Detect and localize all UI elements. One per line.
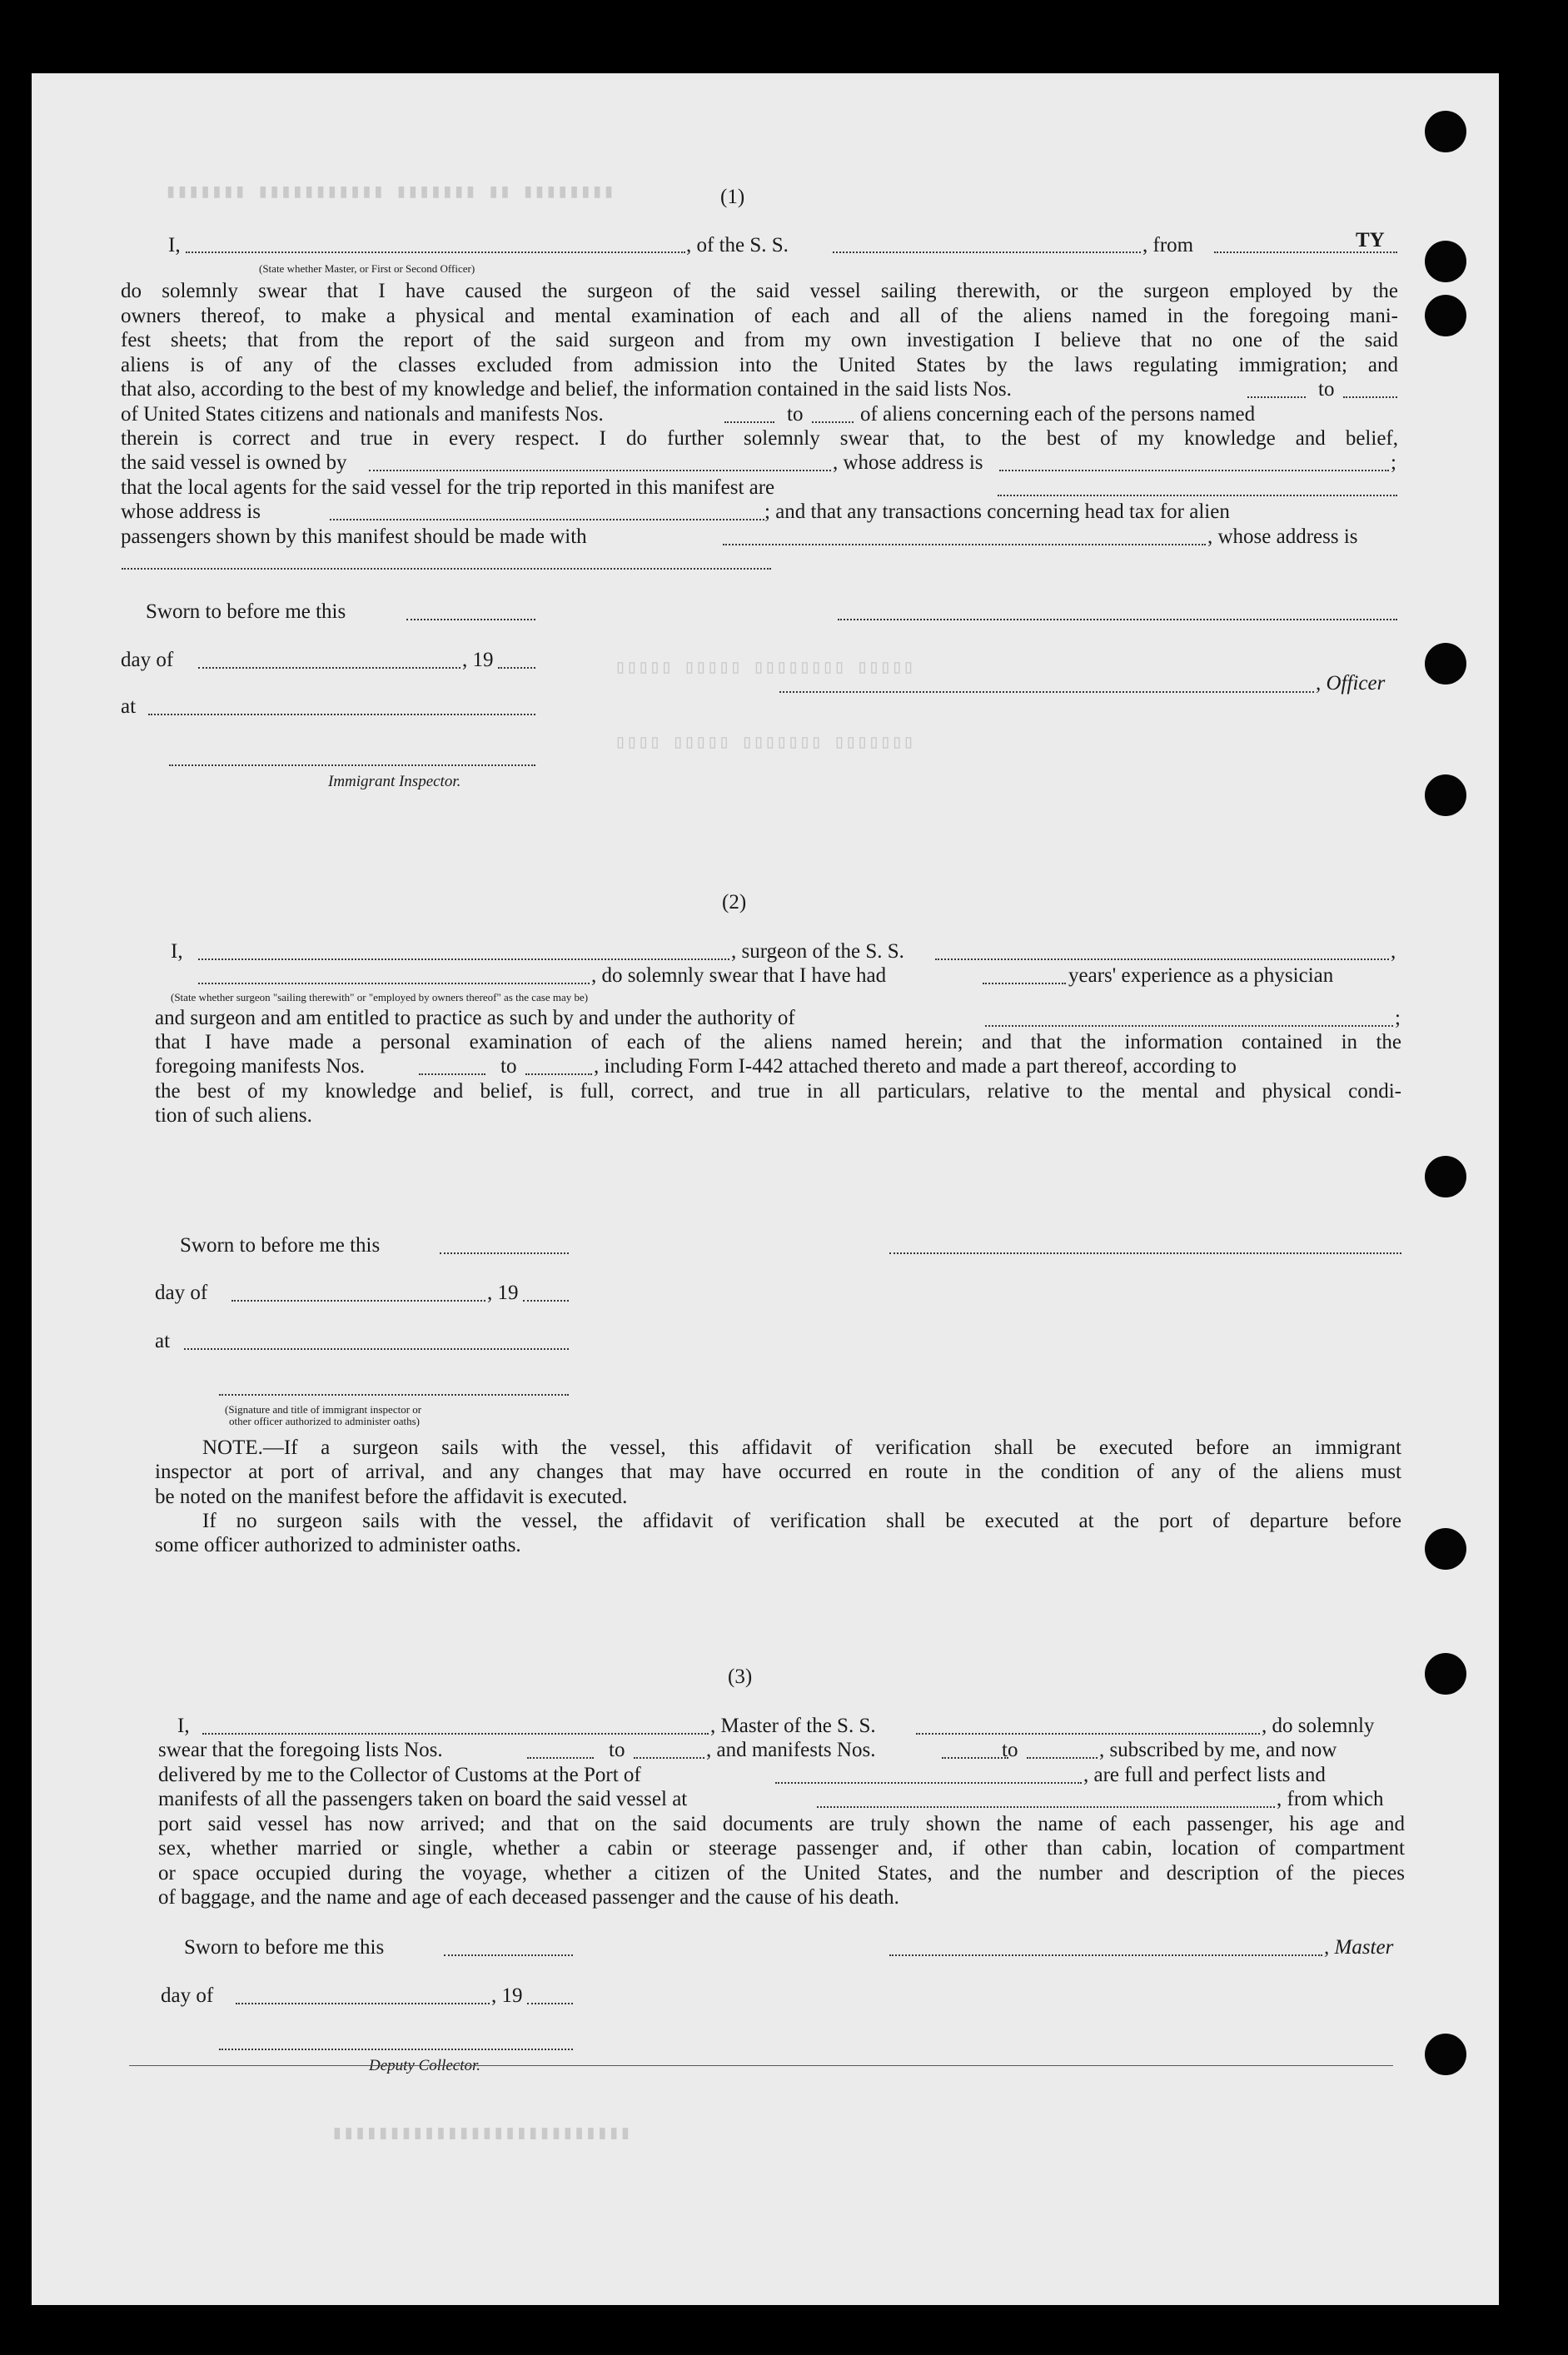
sec1-year: , 19	[462, 649, 494, 671]
punch-hole	[1425, 1653, 1466, 1695]
sec1-owner-address-field[interactable]	[999, 470, 1389, 471]
sec1-line: aliens is of any of the classes excluded from admission into the United States by the laws regulating immigration; and	[121, 354, 1398, 376]
sec1-inspector-label: Immigrant Inspector.	[328, 773, 461, 790]
sec2-note: NOTE.—If a surgeon sails with the vessel, this affidavit of verification shall be executed before an immigrant	[202, 1436, 1401, 1459]
sec1-line: therein is correct and true in every respect. I do further solemnly swear that, to the best of my knowledge and belief,	[121, 427, 1398, 450]
sec2-at-field[interactable]	[184, 1348, 569, 1350]
sec1-agents-field[interactable]	[998, 495, 1397, 496]
punch-hole	[1425, 1528, 1466, 1570]
sec3-line: manifests of all the passengers taken on board the said vessel at	[158, 1788, 688, 1810]
sec1-line: passengers shown by this manifest should be made with	[121, 525, 587, 548]
section-2-heading: (2)	[722, 891, 747, 914]
sec1-semicolon: ;	[1391, 451, 1396, 474]
sec1-name-field[interactable]	[186, 251, 685, 253]
sec3-line: , and manifests Nos.	[706, 1739, 876, 1761]
sec1-day: day of	[121, 649, 174, 671]
sec1-lists-from-field[interactable]	[1247, 396, 1306, 398]
sec2-field-note: (State whether surgeon "sailing therewith" or "employed by owners thereof" as the case may be)	[171, 991, 589, 1003]
sec1-line: , whose address is	[1207, 525, 1358, 548]
sec1-of-ss: , of the S. S.	[686, 234, 789, 256]
sec2-year: , 19	[487, 1282, 519, 1304]
sec3-to: to	[609, 1739, 625, 1761]
sec2-semicolon: ;	[1395, 1007, 1401, 1029]
sec2-inspector-signature-field[interactable]	[219, 1394, 569, 1396]
sec1-at-field[interactable]	[148, 714, 535, 715]
sec1-to: to	[787, 403, 804, 426]
sec2-sworn: Sworn to before me this	[180, 1234, 381, 1257]
section-1-heading: (1)	[720, 186, 745, 208]
sec1-manifests-from-field[interactable]	[724, 421, 774, 423]
sec1-line: , whose address is	[833, 451, 983, 474]
sec1-field-note: (State whether Master, or First or Second Officer)	[259, 262, 475, 275]
sec3-line: sex, whether married or single, whether a cabin or steerage passenger and, if other than cabin, location of compartment	[158, 1837, 1405, 1860]
sec3-line: , subscribed by me, and now	[1099, 1739, 1337, 1761]
section-3-heading: (3)	[728, 1665, 753, 1688]
sec3-master-label: , Master	[1324, 1936, 1394, 1959]
sec2-sig-note: other officer authorized to administer oaths)	[229, 1415, 420, 1427]
sec3-do-solemnly: , do solemnly	[1262, 1715, 1375, 1737]
bleed-through-text: ▯▯▯▯ ▯▯▯▯▯ ▯▯▯▯▯▯▯ ▯▯▯▯▯▯▯	[615, 732, 914, 754]
sec3-manifests-to-field[interactable]	[1027, 1757, 1098, 1759]
sec3-day: day of	[161, 1984, 214, 2007]
sec1-year-field[interactable]	[498, 667, 535, 669]
sec3-deputy-label: Deputy Collector.	[369, 2057, 481, 2074]
sec2-authority-field[interactable]	[985, 1025, 1393, 1027]
bleed-through-text: ▮▮▮▮▮▮▮▮▮▮▮▮▮▮▮▮▮▮▮▮▮▮▮▮▮▮	[331, 2123, 632, 2144]
sec2-years-field[interactable]	[983, 983, 1066, 984]
sec1-manifests-to-field[interactable]	[812, 421, 854, 423]
sec2-line: the best of my knowledge and belief, is full, correct, and true in all particulars, relative to the mental and physical condi-	[155, 1080, 1401, 1103]
sec2-sworn-field[interactable]	[440, 1252, 569, 1254]
sec2-line: tion of such aliens.	[155, 1104, 312, 1127]
sec2-years: years' experience as a physician	[1068, 964, 1334, 987]
sec2-manifests-to-field[interactable]	[525, 1073, 592, 1075]
sec1-day-field[interactable]	[198, 667, 460, 669]
sec3-manifests-from-field[interactable]	[942, 1757, 1008, 1759]
sec1-lists-to-field[interactable]	[1343, 396, 1397, 398]
punch-hole	[1425, 295, 1466, 336]
sec1-inspector-field[interactable]	[169, 764, 535, 766]
bottom-rule	[129, 2065, 1393, 2066]
sec3-line: swear that the foregoing lists Nos.	[158, 1739, 443, 1761]
sec2-year-field[interactable]	[523, 1300, 569, 1302]
sec2-signature-field[interactable]	[889, 1252, 1401, 1254]
sec1-at: at	[121, 695, 137, 718]
sec3-i: I,	[177, 1715, 190, 1737]
sec1-officer-label: , Officer	[1316, 672, 1386, 695]
sec1-officer-field[interactable]	[779, 691, 1314, 693]
sec3-lists-from-field[interactable]	[527, 1757, 594, 1759]
sec2-surgeon-of: , surgeon of the S. S.	[731, 940, 904, 963]
sec1-headtax-address-field[interactable]	[122, 568, 771, 570]
sec2-manifests-from-field[interactable]	[419, 1073, 485, 1075]
sec1-signature-field[interactable]	[838, 619, 1397, 620]
sec3-name-field[interactable]	[202, 1733, 709, 1735]
sec2-at: at	[155, 1330, 171, 1352]
sec1-line: do solemnly swear that I have caused the surgeon of the said vessel sailing therewith, or the surgeon employed by the	[121, 280, 1398, 302]
sec1-line: of United States citizens and nationals and manifests Nos.	[121, 403, 604, 426]
sec1-to: to	[1318, 378, 1335, 401]
sec3-master-of: , Master of the S. S.	[710, 1715, 876, 1737]
punch-hole	[1425, 643, 1466, 685]
sec1-line: the said vessel is owned by	[121, 451, 347, 474]
sec2-line: that I have made a personal examination of each of the aliens named herein; and that the information contained in the	[155, 1031, 1401, 1053]
sec2-day-field[interactable]	[231, 1300, 485, 1302]
sec3-lists-to-field[interactable]	[634, 1757, 704, 1759]
sec1-i: I,	[168, 234, 181, 256]
punch-hole	[1425, 2034, 1466, 2075]
sec1-sworn: Sworn to before me this	[146, 600, 346, 623]
sec1-line: that the local agents for the said vessel for the trip reported in this manifest are	[121, 476, 775, 499]
sec1-line: ; and that any transactions concerning head tax for alien	[764, 500, 1230, 523]
sec3-line: delivered by me to the Collector of Customs at the Port of	[158, 1764, 641, 1786]
bleed-through-text: ▯▯▯▯▯ ▯▯▯▯▯ ▯▯▯▯▯▯▯▯ ▯▯▯▯▯	[615, 657, 914, 679]
sec3-line: port said vessel has now arrived; and that on the said documents are truly shown the name of each passenger, his age and	[158, 1813, 1405, 1835]
sec1-owner-field[interactable]	[369, 470, 831, 471]
sec3-line: of baggage, and the name and age of each deceased passenger and the cause of his death.	[158, 1886, 899, 1909]
handwritten-mark: TY	[1356, 229, 1385, 251]
punch-hole	[1425, 111, 1466, 152]
sec3-sworn-field[interactable]	[444, 1954, 573, 1956]
sec3-line: or space occupied during the voyage, whether a citizen of the United States, and the number and description of the pieces	[158, 1862, 1405, 1884]
sec1-sworn-field[interactable]	[406, 619, 535, 620]
sec2-sig-note: (Signature and title of immigrant inspector or	[225, 1403, 422, 1416]
sec3-master-signature-field[interactable]	[889, 1954, 1322, 1956]
sec2-to: to	[500, 1055, 517, 1078]
sec3-port-field[interactable]	[775, 1782, 1082, 1784]
sec1-line: fest sheets; that from the report of the said surgeon and from my own investigation I believe that no one of the said	[121, 329, 1398, 351]
sec3-collector-signature-field[interactable]	[219, 2049, 573, 2050]
sec2-day: day of	[155, 1282, 208, 1304]
sec3-day-field[interactable]	[236, 2003, 490, 2004]
sec2-comma: ,	[1391, 940, 1396, 963]
sec3-line: , from which	[1277, 1788, 1384, 1810]
sec1-line: owners thereof, to make a physical and mental examination of each and all of the aliens named in the foregoing mani-	[121, 305, 1398, 327]
sec2-line: and surgeon and am entitled to practice as such by and under the authority of	[155, 1007, 795, 1029]
sec1-ship-field[interactable]	[833, 251, 1141, 253]
sec2-note: If no surgeon sails with the vessel, the affidavit of verification shall be executed at the port of departure before	[202, 1510, 1401, 1532]
sec2-note: be noted on the manifest before the affidavit is executed.	[155, 1486, 628, 1508]
sec2-capacity-field[interactable]	[198, 983, 590, 984]
sec2-line: , including Form I-442 attached thereto and made a part thereof, according to	[594, 1055, 1237, 1078]
sec3-line: , are full and perfect lists and	[1083, 1764, 1326, 1786]
sec1-line: that also, according to the best of my knowledge and belief, the information contained in the said lists Nos.	[121, 378, 1012, 401]
sec3-year-field[interactable]	[527, 2003, 573, 2004]
sec1-line: of aliens concerning each of the persons named	[860, 403, 1256, 426]
sec2-i: I,	[171, 940, 183, 963]
sec2-name-field[interactable]	[198, 958, 729, 960]
sec3-sworn: Sworn to before me this	[184, 1936, 385, 1959]
sec2-ship-field[interactable]	[935, 958, 1389, 960]
sec2-line: foregoing manifests Nos.	[155, 1055, 366, 1078]
sec3-ship-field[interactable]	[916, 1733, 1260, 1735]
document-page	[32, 73, 1499, 2305]
bleed-through-text: ▮▮▮▮▮▮▮▮ ▮▮ ▮▮▮▮▮▮▮ ▮▮▮▮▮▮▮▮▮▮▮ ▮▮▮▮▮▮▮	[165, 182, 615, 203]
sec2-note: some officer authorized to administer oaths.	[155, 1534, 521, 1556]
sec2-swear: , do solemnly swear that I have had	[591, 964, 887, 987]
punch-hole	[1425, 774, 1466, 816]
punch-hole	[1425, 241, 1466, 282]
sec1-line: whose address is	[121, 500, 261, 523]
sec1-headtax-field[interactable]	[723, 544, 1206, 545]
sec3-boarding-port-field[interactable]	[817, 1806, 1275, 1808]
sec1-from: , from	[1142, 234, 1194, 256]
sec3-year: , 19	[491, 1984, 523, 2007]
punch-hole	[1425, 1156, 1466, 1197]
sec1-agents-address-field[interactable]	[330, 519, 764, 520]
sec2-note: inspector at port of arrival, and any changes that may have occurred en route in the condition of any of the aliens must	[155, 1461, 1401, 1483]
sec3-to: to	[1002, 1739, 1018, 1761]
